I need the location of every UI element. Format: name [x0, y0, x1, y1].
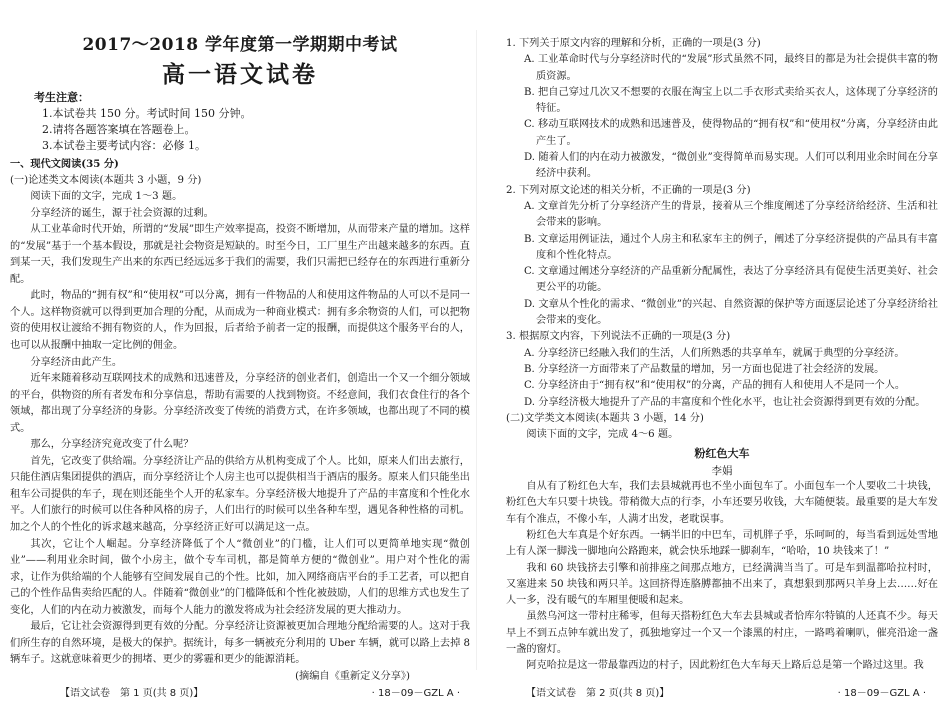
question-3-option: B. 分享经济一方面带来了产品数量的增加，另一方面也促进了社会经济的发展。 [524, 363, 885, 375]
footer-code: · 18－09－GZL A · [837, 688, 926, 699]
passage-paragraph: 从工业革命时代开始，所谓的“发展”即生产效率提高，投资不断增加，从而带来产量的增加。这样的“发展”基于一个基本假设，那就是社会物资是短缺的。时至今日，工厂里生产出越来越多的东西。直到某一天，我们发现生产出来的东西已经远远多于我们的需要，我们只需把已经存在的东西进行重新分配。 [10, 224, 470, 285]
notice-title: 考生注意： [34, 91, 89, 104]
story-author: 李娟 [711, 464, 733, 477]
question-1-option: A. 工业革命时代与分享经济时代的“发展”形式虽然不同，最终目的都是为社会提供丰富的物质资源。 [524, 54, 938, 82]
exam-title: 2017～2018 学年度第一学期期中考试 [82, 35, 398, 55]
story-paragraph: 自从有了粉红色大车，我们去县城就再也不坐小面包车了。小面包车一个人要收二十块钱，粉红色大车只要十块钱。带稍微大点的行李，小车还要另收钱，大车随便装。最重要的是大车发车有个准点，不像小车，人满才出发，老耽误事。 [506, 481, 938, 525]
question-2-option: D. 文章从个性化的需求、“微创业”的兴起、自然资源的保护等方面逐层论述了分享经济给社会带来的变化。 [524, 298, 938, 327]
question-2-option: A. 文章首先分析了分享经济产生的背景，接着从三个维度阐述了分享经济给经济、生活和社会带来的影响。 [524, 200, 938, 229]
question-2-option: B. 文章运用例证法，通过个人房主和私家车主的例子，阐述了分享经济提供的产品具有丰富度和个性化特点。 [524, 233, 938, 261]
notice-item: 2.请将各题答案填在答题卷上。 [42, 123, 196, 136]
question-2: 2. 下列对原文论述的相关分析，不正确的一项是(3 分) [506, 184, 751, 196]
subsection-heading: (一)论述类文本阅读(本题共 3 小题，9 分) [10, 174, 202, 186]
exam-notice [34, 90, 454, 154]
question-1-option: B. 把自己穿过几次又不想要的衣服在淘宝上以二手衣形式卖给买衣人，这体现了分享经济的特征。 [524, 86, 938, 115]
passage-paragraph: 其次，它让个人崛起。分享经济降低了个人“微创业”的门槛，让人们可以更简单地实现“微创业”——利用业余时间，做个小房主，做个专车司机，都是简单方便的“微创业”。用户对个性化的需求，让作为供给端的个人能够有空间发展自己的个性。比如，加入网络商店平台的手工艺者，可以把自己的个性作品售卖给匹配的人。伴随着“微创业”的门槛降低和个性化被鼓励，人们的思维方式也发生了变化，人们的内在动力被激发，而每个人能力的激发将成为社会经济发展的更大推动力。 [10, 538, 470, 616]
story-title: 粉红色大车 [694, 447, 750, 461]
story-paragraph: 我和 60 块钱挤去引擎和前排座之间那点地方，已经满满当当了。可是车到温都哈拉村时，又塞进来 50 块钱和两只羊。这回挤得连胳膊都抽不出来了，真想狠到那两只羊身上去……好在人一多，没有暖气的车厢里便暖和起来。 [506, 562, 938, 607]
right-page [486, 0, 940, 707]
subsection-heading: (二)文学类文本阅读(本题共 3 小题，14 分) [506, 412, 704, 424]
passage-paragraph: 首先，它改变了供给端。分享经济让产品的供给方从机构变成了个人。比如，原来人们出去旅行，只能住酒店集团提供的酒店，而分享经济让个人房主也可以提供相当于酒店的服务。原来人们只能坐出租车公司提供的车子，现在则还能坐个人开的私家车。分享经济极大地提升了产品的丰富度和个性化水平。人们旅行的时候可以住各种风格的房子，人们出行的时候可以坐各种车型，遇见各种性格的司机。加之个人的个性化的诉求越来越高，分享经济正好可以满足这一点。 [10, 455, 470, 534]
left-page [10, 0, 472, 707]
passage-paragraph: 分享经济的诞生，源于社会资源的过剩。 [30, 207, 214, 219]
footer-page-info: 【语文试卷 第 2 页(共 8 页)】 [526, 688, 670, 699]
question-3-option: A. 分享经济已经融入我们的生活，人们所熟悉的共享单车，就属于典型的分享经济。 [524, 347, 905, 359]
question-1-option: C. 移动互联网技术的成熟和迅速普及，使得物品的“拥有权”和“使用权”分离，分享经济由此产生了。 [524, 119, 938, 147]
story-paragraph: 阿克哈拉是这一带最靠西边的村子，因此粉红色大车每天上路后总是第一个路过这里。我 [526, 660, 924, 672]
question-1: 1. 下列关于原文内容的理解和分析，正确的一项是(3 分) [506, 38, 761, 49]
question-2-option: C. 文章通过阐述分享经济的产品重新分配属性，表达了分享经济具有促使生活更美好、社会更公平的功能。 [524, 266, 938, 294]
instruction: 阅读下面的文字，完成 1～3 题。 [30, 191, 183, 203]
passage-paragraph: 此时，物品的“拥有权”和“使用权”可以分离，拥有一件物品的人和使用这件物品的人可以不是同一个人。这样物资就可以得到更加合理的分配，从而成为一种商业模式：拥有多余物资的人们，可以把物资的使用权让渡给不拥有物资的人，作为回报，后者给予前者一定的报酬，而提供这个服务平台的人，也可以从报酬中抽取一定比例的佣金。 [10, 290, 470, 352]
question-3-option: D. 分享经济极大地提升了产品的丰富度和个性化水平，也让社会资源得到更有效的分配。 [524, 396, 926, 408]
passage-paragraph: 那么，分享经济究竟改变了什么呢？ [30, 439, 194, 451]
footer-code: · 18－09－GZL A · [371, 688, 460, 699]
passage-source: (摘编自《重新定义分享》) [295, 670, 410, 682]
passage-paragraph: 最后，它让社会资源得到更有效的分配。分享经济让资源被更加合理地分配给需要的人。这对于我们所生存的自然环境，是极大的保护。据统计，每多一辆被充分利用的 Uber 车辆，就可以路上去掉 8 辆车子。这就意味着更少的拥堵、更少的雾霾和更少的能源消耗。 [10, 621, 470, 666]
reading-passage-1 [10, 156, 470, 686]
story-paragraph: 虽然乌河这一带村庄稀零，但每天搭粉红色大车去县城或者恰库尔特镇的人还真不少。每天早上不到五点钟车就出发了，孤独地穿过一个又一个漆黑的村庄，一路鸣着喇叭，催亮沿途一盏一盏的窗灯。 [506, 611, 938, 655]
notice-item: 1.本试卷共 150 分。考试时间 150 分钟。 [42, 107, 252, 120]
question-3: 3. 根据原文内容，下列说法不正确的一项是(3 分) [506, 331, 731, 343]
passage-paragraph: 近年来随着移动互联网技术的成熟和迅速普及，分享经济的创业者们，创造出一个又一个细分领域的平台，供物资的所有者发布和分享信息，帮助有需要的人找到物资。不经意间，我们衣食住行的各个领域，都出现了分享经济的身影。分享经济改变了传统的消费方式，在许多领域，也都出现了不同的模式。 [10, 373, 470, 434]
instruction: 阅读下面的文字，完成 4～6 题。 [526, 429, 679, 441]
questions-block [506, 36, 938, 675]
story-paragraph: 粉红色大车真是个好东西。一辆半旧的中巴车，司机胖子乎，乐呵呵的，每当看到远处雪地上有人深一脚浅一脚地向公路跑来，就会快乐地踩一脚刹车，“哈哈，10 块钱来了！” [506, 529, 938, 558]
notice-item: 3.本试卷主要考试内容：必修 1。 [42, 139, 206, 152]
section-heading: 一、现代文阅读(35 分) [10, 158, 119, 170]
page-divider [476, 30, 477, 670]
footer-page-info: 【语文试卷 第 1 页(共 8 页)】 [60, 688, 204, 699]
question-3-option: C. 分享经济由于“拥有权”和“使用权”的分离，产品的拥有人和使用人不是同一个人。 [524, 380, 906, 392]
question-1-option: D. 随着人们的内在动力被激发，“微创业”变得简单而易实现。人们可以利用业余时间在分享经济中获利。 [524, 152, 938, 180]
passage-paragraph: 分享经济由此产生。 [30, 356, 123, 368]
exam-subtitle: 高一语文试卷 [162, 61, 318, 88]
